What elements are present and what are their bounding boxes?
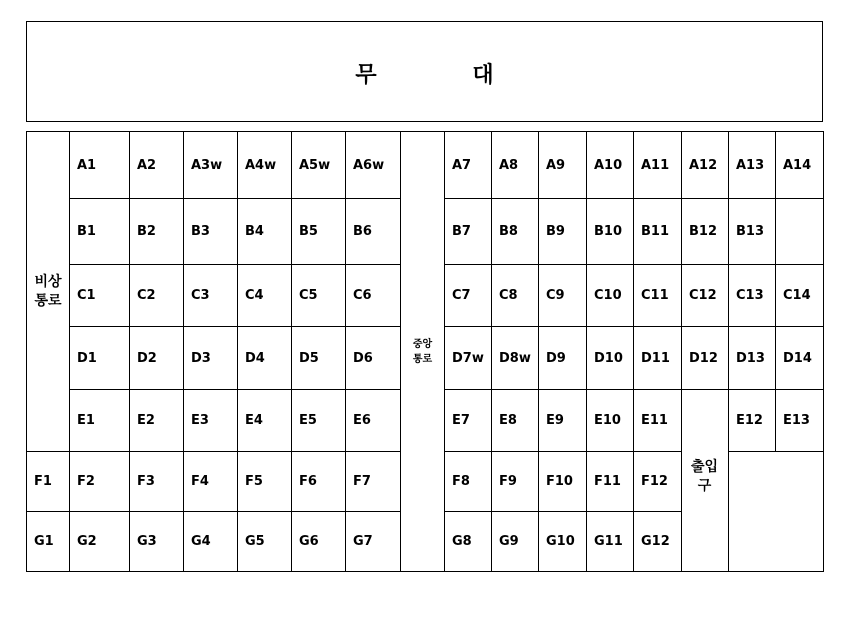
seat-c6[interactable]: C6	[345, 264, 401, 327]
seat-a10[interactable]: A10	[586, 131, 634, 199]
seat-a1[interactable]: A1	[69, 131, 130, 199]
seat-c12[interactable]: C12	[681, 264, 729, 327]
seat-g1[interactable]: G1	[26, 511, 70, 572]
seat-b9[interactable]: B9	[538, 198, 587, 265]
exit-area	[728, 451, 824, 572]
seat-d2[interactable]: D2	[129, 326, 184, 390]
seat-b1[interactable]: B1	[69, 198, 130, 265]
seat-f12[interactable]: F12	[633, 451, 682, 512]
seat-b3[interactable]: B3	[183, 198, 238, 265]
seat-f9[interactable]: F9	[491, 451, 539, 512]
seat-d6[interactable]: D6	[345, 326, 401, 390]
seat-f8[interactable]: F8	[444, 451, 492, 512]
seat-b4[interactable]: B4	[237, 198, 292, 265]
seat-a6w[interactable]: A6w	[345, 131, 401, 199]
seat-b7[interactable]: B7	[444, 198, 492, 265]
seat-a11[interactable]: A11	[633, 131, 682, 199]
seat-g2[interactable]: G2	[69, 511, 130, 572]
seat-d1[interactable]: D1	[69, 326, 130, 390]
emergency-aisle-label: 비상 통로	[34, 273, 62, 309]
seat-c5[interactable]: C5	[291, 264, 346, 327]
seat-g7[interactable]: G7	[345, 511, 401, 572]
seat-g3[interactable]: G3	[129, 511, 184, 572]
seat-f3[interactable]: F3	[129, 451, 184, 512]
seat-b10[interactable]: B10	[586, 198, 634, 265]
seat-c9[interactable]: C9	[538, 264, 587, 327]
seat-e1[interactable]: E1	[69, 389, 130, 452]
seat-a7[interactable]: A7	[444, 131, 492, 199]
seat-a12[interactable]: A12	[681, 131, 729, 199]
seat-g10[interactable]: G10	[538, 511, 587, 572]
seat-d9[interactable]: D9	[538, 326, 587, 390]
seat-f4[interactable]: F4	[183, 451, 238, 512]
seat-a9[interactable]: A9	[538, 131, 587, 199]
seat-g11[interactable]: G11	[586, 511, 634, 572]
seat-d12[interactable]: D12	[681, 326, 729, 390]
seat-c2[interactable]: C2	[129, 264, 184, 327]
emergency-aisle	[26, 131, 70, 452]
seat-a8[interactable]: A8	[491, 131, 539, 199]
seat-empty	[775, 198, 824, 265]
seat-c10[interactable]: C10	[586, 264, 634, 327]
seat-f10[interactable]: F10	[538, 451, 587, 512]
seat-a4w[interactable]: A4w	[237, 131, 292, 199]
seat-b8[interactable]: B8	[491, 198, 539, 265]
seat-g4[interactable]: G4	[183, 511, 238, 572]
seat-g9[interactable]: G9	[491, 511, 539, 572]
seat-b11[interactable]: B11	[633, 198, 682, 265]
seat-e8[interactable]: E8	[491, 389, 539, 452]
seat-a3w[interactable]: A3w	[183, 131, 238, 199]
seat-e12[interactable]: E12	[728, 389, 776, 452]
seat-f5[interactable]: F5	[237, 451, 292, 512]
seat-e9[interactable]: E9	[538, 389, 587, 452]
center-aisle-label: 중앙 통로	[412, 338, 433, 365]
seat-g12[interactable]: G12	[633, 511, 682, 572]
seat-d7w[interactable]: D7w	[444, 326, 492, 390]
seat-e4[interactable]: E4	[237, 389, 292, 452]
seat-e3[interactable]: E3	[183, 389, 238, 452]
seat-f7[interactable]: F7	[345, 451, 401, 512]
seat-e13[interactable]: E13	[775, 389, 824, 452]
seat-g6[interactable]: G6	[291, 511, 346, 572]
seat-c13[interactable]: C13	[728, 264, 776, 327]
seat-d5[interactable]: D5	[291, 326, 346, 390]
exit-label: 출입 구	[690, 459, 719, 494]
seat-e6[interactable]: E6	[345, 389, 401, 452]
seat-g8[interactable]: G8	[444, 511, 492, 572]
seat-b5[interactable]: B5	[291, 198, 346, 265]
seat-f1[interactable]: F1	[26, 451, 70, 512]
seat-d13[interactable]: D13	[728, 326, 776, 390]
seat-e10[interactable]: E10	[586, 389, 634, 452]
seat-d11[interactable]: D11	[633, 326, 682, 390]
seat-d10[interactable]: D10	[586, 326, 634, 390]
seat-d8w[interactable]: D8w	[491, 326, 539, 390]
seat-a5w[interactable]: A5w	[291, 131, 346, 199]
seat-f11[interactable]: F11	[586, 451, 634, 512]
seat-e7[interactable]: E7	[444, 389, 492, 452]
seat-a14[interactable]: A14	[775, 131, 824, 199]
seat-c3[interactable]: C3	[183, 264, 238, 327]
seat-e5[interactable]: E5	[291, 389, 346, 452]
seating-grid	[26, 131, 823, 571]
stage	[26, 21, 823, 122]
seat-d14[interactable]: D14	[775, 326, 824, 390]
seat-e11[interactable]: E11	[633, 389, 682, 452]
seat-f2[interactable]: F2	[69, 451, 130, 512]
seat-a2[interactable]: A2	[129, 131, 184, 199]
seat-b13[interactable]: B13	[728, 198, 776, 265]
seat-c11[interactable]: C11	[633, 264, 682, 327]
seat-c7[interactable]: C7	[444, 264, 492, 327]
seat-e2[interactable]: E2	[129, 389, 184, 452]
seat-c4[interactable]: C4	[237, 264, 292, 327]
seat-d3[interactable]: D3	[183, 326, 238, 390]
seat-b12[interactable]: B12	[681, 198, 729, 265]
seat-b6[interactable]: B6	[345, 198, 401, 265]
seat-g5[interactable]: G5	[237, 511, 292, 572]
seat-d4[interactable]: D4	[237, 326, 292, 390]
seat-f6[interactable]: F6	[291, 451, 346, 512]
center-aisle	[400, 131, 445, 572]
seat-c14[interactable]: C14	[775, 264, 824, 327]
seat-c8[interactable]: C8	[491, 264, 539, 327]
seat-b2[interactable]: B2	[129, 198, 184, 265]
stage-label: 무 대	[355, 63, 538, 88]
seat-c1[interactable]: C1	[69, 264, 130, 327]
seat-a13[interactable]: A13	[728, 131, 776, 199]
